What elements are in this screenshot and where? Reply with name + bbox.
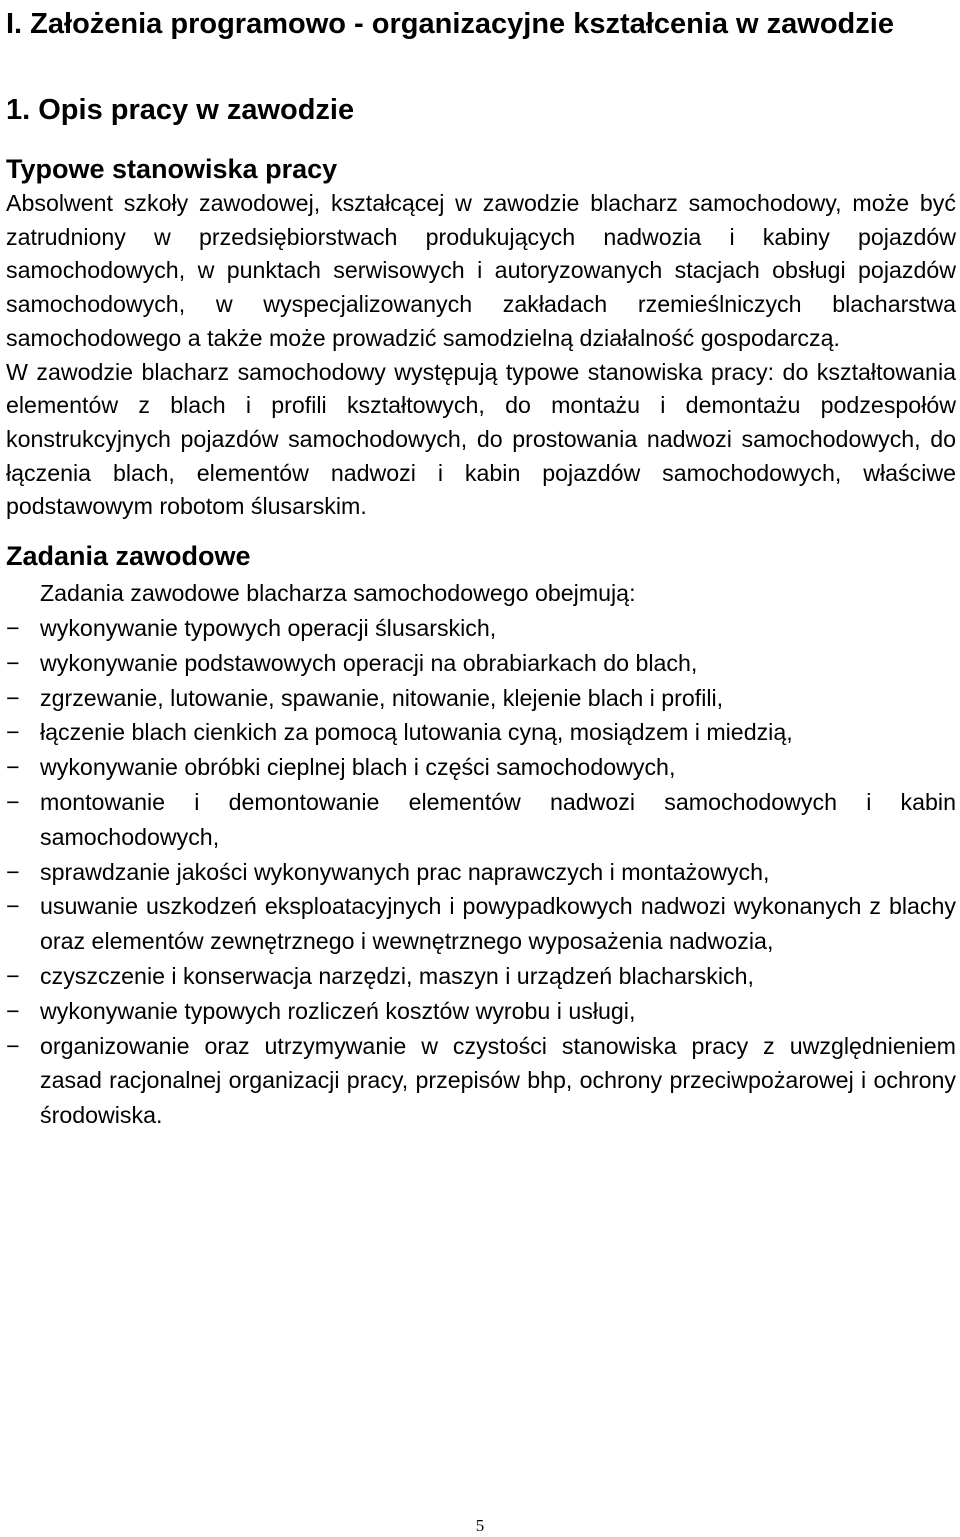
dash-bullet: − [6, 615, 20, 642]
list-item [6, 750, 956, 785]
paragraph-workplaces: Absolwent szkoły zawodowej, kształcącej w zawodzie blacharz samochodowy, może być zatrudniony w przedsiębiorstwach produkujących nadwozia i kabiny pojazdów samochodowych, w punktach serwisowych i autoryzowanych stacjach obsługi pojazdów samochodowych, w wyspecjalizowanych zakładach rzemieślniczych blacharstwa samochodowego a także może prowadzić samodzielną działalność gospodarczą. [6, 190, 956, 351]
list-item-text: usuwanie uszkodzeń eksploatacyjnych i powypadkowych nadwozi wykonanych z blachy oraz elementów zewnętrznego i wewnętrznego wyposażenia nadwozia, [40, 893, 956, 955]
list-item [6, 1029, 956, 1133]
dash-bullet: − [6, 789, 20, 816]
dash-bullet: − [6, 893, 20, 920]
list-item [6, 611, 956, 646]
list-item [6, 646, 956, 681]
dash-bullet: − [6, 719, 20, 746]
dash-bullet: − [6, 963, 20, 989]
tasks-title: Zadania zawodowe [6, 541, 251, 572]
list-item-text: montowanie i demontowanie elementów nadwozi samochodowych i kabin samochodowych, [40, 789, 956, 850]
section-title: 1. Opis pracy w zawodzie [6, 94, 355, 126]
list-item [6, 785, 956, 855]
dash-bullet: − [6, 754, 20, 781]
list-item [6, 715, 956, 750]
list-item [6, 994, 956, 1029]
dash-bullet: − [6, 997, 20, 1024]
list-item [6, 889, 956, 959]
document-title: I. Założenia programowo - organizacyjne kształcenia w zawodzie [6, 8, 894, 40]
dash-bullet: − [6, 684, 20, 711]
dash-bullet: − [6, 649, 20, 676]
page-number: 5 [475, 1516, 485, 1535]
tasks-list [6, 611, 956, 1133]
dash-bullet: − [6, 858, 20, 885]
list-item [6, 959, 956, 994]
list-item-text: wykonywanie podstawowych operacji na obrabiarkach do blach, [40, 649, 698, 676]
list-item-text: sprawdzanie jakości wykonywanych prac naprawczych i montażowych, [40, 858, 770, 885]
list-item [6, 681, 956, 716]
list-item-text: wykonywanie typowych rozliczeń kosztów wyrobu i usługi, [40, 997, 636, 1024]
subsection-title: Typowe stanowiska pracy [6, 154, 338, 184]
list-item-text: organizowanie oraz utrzymywanie w czystości stanowiska pracy z uwzględnieniem zasad racjonalnej organizacji pracy, przepisów bhp, ochrony przeciwpożarowej i ochrony środowiska. [40, 1032, 956, 1129]
list-item-text: zgrzewanie, lutowanie, spawanie, nitowanie, klejenie blach i profili, [40, 684, 724, 711]
list-item-text: wykonywanie obróbki cieplnej blach i części samochodowych, [40, 754, 676, 781]
list-item-text: wykonywanie typowych operacji ślusarskich, [40, 615, 497, 642]
list-item-text: czyszczenie i konserwacja narzędzi, maszyn i urządzeń blacharskich, [40, 963, 754, 989]
list-item-text: łączenie blach cienkich za pomocą lutowania cyną, mosiądzem i miedzią, [40, 719, 793, 746]
list-item [6, 855, 956, 890]
tasks-intro: Zadania zawodowe blacharza samochodowego obejmują: [40, 580, 636, 607]
dash-bullet: − [6, 1032, 20, 1059]
document-page [6, 0, 956, 1133]
paragraph-typical-positions: W zawodzie blacharz samochodowy występują typowe stanowiska pracy: do kształtowania elementów z blach i profili kształtowych, do montażu i demontażu podzespołów konstrukcyjnych pojazdów samochodowych, do prostowania nadwozi samochodowych, do łączenia blach, elementów nadwozi i kabin pojazdów samochodowych, właściwe podstawowym robotom ślusarskim. [6, 358, 956, 520]
